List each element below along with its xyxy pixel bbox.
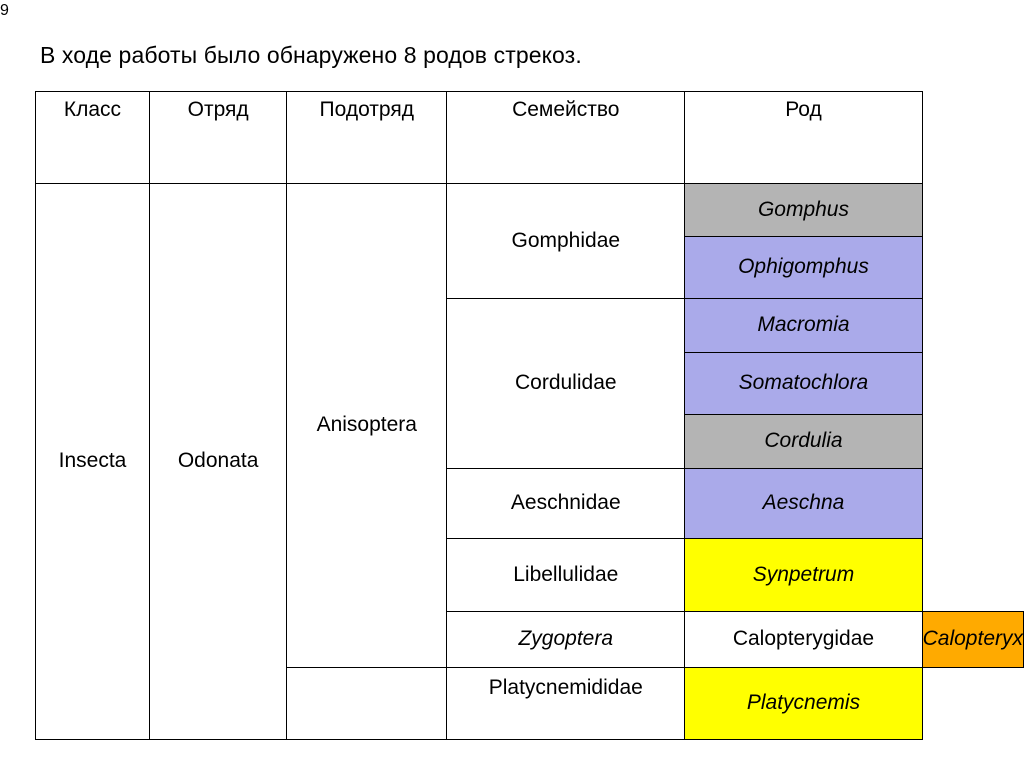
family-gomphidae-cell: Gomphidae: [447, 184, 685, 299]
family-cordulidae-cell: Cordulidae: [447, 299, 685, 469]
header-family: Семейство: [447, 92, 685, 184]
table-row: [36, 184, 1024, 237]
suborder-anisoptera-cell: Anisoptera: [287, 184, 447, 668]
order-cell: Odonata: [149, 184, 286, 740]
header-genus: Род: [685, 92, 922, 184]
suborder-zygoptera-cell: Zygoptera: [447, 612, 685, 668]
empty-suborder-cell: [287, 668, 447, 740]
family-platycnemididae-cell: Platycnemididae: [447, 668, 685, 740]
class-cell: Insecta: [36, 184, 150, 740]
genus-cell: Macromia: [685, 299, 922, 353]
genus-cell: Cordulia: [685, 415, 922, 469]
genus-cell: Synpetrum: [685, 539, 922, 612]
table-header-row: [36, 92, 1024, 184]
taxonomy-table: [35, 91, 1024, 740]
slide-number: 9: [0, 2, 9, 19]
genus-cell: Ophigomphus: [685, 237, 922, 299]
genus-cell: Somatochlora: [685, 353, 922, 415]
page-title: В ходе работы было обнаружено 8 родов стрекоз.: [40, 42, 582, 68]
genus-cell: Calopteryx: [922, 612, 1023, 668]
header-order: Отряд: [149, 92, 286, 184]
header-suborder: Подотряд: [287, 92, 447, 184]
genus-cell: Platycnemis: [685, 668, 922, 740]
family-calopterygidae-cell: Calopterygidae: [685, 612, 922, 668]
family-libellulidae-cell: Libellulidae: [447, 539, 685, 612]
header-class: Класс: [36, 92, 150, 184]
family-aeschnidae-cell: Aeschnidae: [447, 469, 685, 539]
genus-cell: Aeschna: [685, 469, 922, 539]
genus-cell: Gomphus: [685, 184, 922, 237]
